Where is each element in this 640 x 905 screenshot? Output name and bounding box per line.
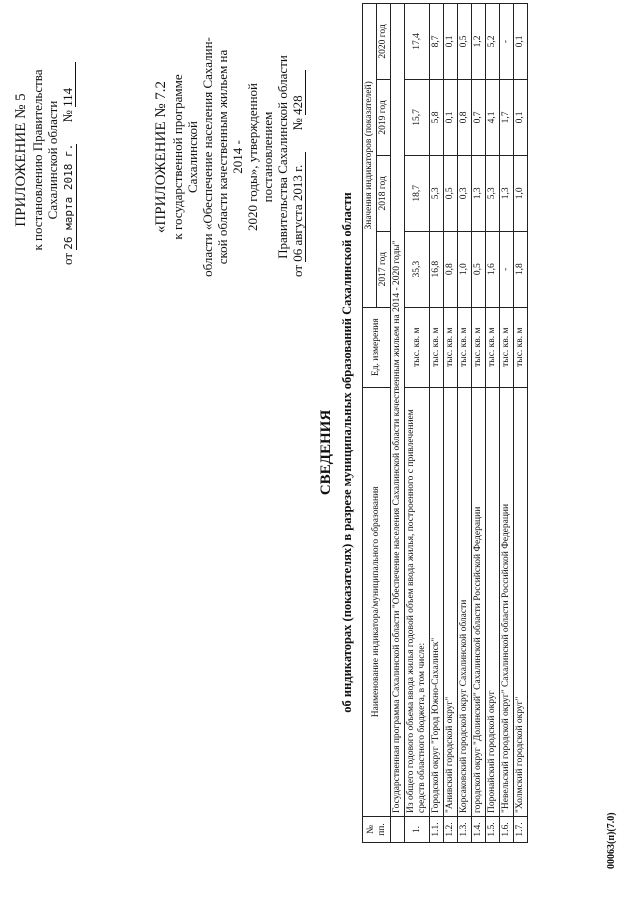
header-num: № пп. — [363, 817, 391, 843]
appendix-72-line: области «Обеспечение населения Сахалин- — [200, 37, 215, 277]
indicators-table — [362, 3, 528, 843]
row-name: городской округ "Долинский" Сахалинской области Российской Федерации — [472, 387, 486, 816]
row-num: 1.5. — [486, 817, 500, 843]
table-row — [500, 4, 514, 843]
row-value: 5,3 — [430, 155, 444, 231]
appendix-5-date: 26 марта 2018 г. — [62, 143, 75, 250]
appendix-72-title: «ПРИЛОЖЕНИЕ № 7.2 — [153, 80, 169, 234]
row-value: 5,3 — [486, 155, 500, 231]
header-year: 2020 год — [377, 4, 391, 80]
row-unit: тыс. кв. м — [405, 307, 430, 387]
row-num: 1.2. — [444, 817, 458, 843]
appendix-5-block — [12, 55, 77, 265]
row-value: 0,5 — [458, 4, 472, 80]
appendix-5-no: 114 — [60, 62, 76, 107]
row-name: Корсаковский городской округ Сахалинской области — [458, 387, 472, 816]
row-name: "Холмский городской округ" — [514, 387, 528, 816]
table-row — [405, 4, 430, 843]
row-num: 1.4. — [472, 817, 486, 843]
header-values: Значения индикаторов (показателей) — [363, 4, 377, 308]
row-name: "Анивский городской округ" — [444, 387, 458, 816]
row-value: 0,1 — [444, 79, 458, 155]
appendix-5-no-label: № — [60, 110, 75, 123]
appendix-72-block — [152, 37, 306, 277]
header-unit: Ед. измерения — [363, 307, 391, 387]
row-value: 1,6 — [486, 231, 500, 307]
appendix-5-date-row — [60, 55, 77, 265]
row-value: 1,7 — [500, 79, 514, 155]
table-row — [444, 4, 458, 843]
row-unit: тыс. кв. м — [486, 307, 500, 387]
appendix-5-line2: Сахалинской области — [45, 100, 60, 220]
header-name: Наименование индикатора/муниципального образования — [363, 387, 391, 816]
appendix-72-date-row — [290, 37, 306, 277]
table-row — [514, 4, 528, 843]
row-value: 1,0 — [514, 155, 528, 231]
row-unit: тыс. кв. м — [500, 307, 514, 387]
row-value: 0,3 — [458, 155, 472, 231]
row-value: 1,0 — [458, 231, 472, 307]
row-value: 5,2 — [486, 4, 500, 80]
row-value: 0,5 — [472, 231, 486, 307]
row-value: 0,8 — [458, 79, 472, 155]
row-num: 1.7. — [514, 817, 528, 843]
row-value: - — [500, 231, 514, 307]
row-value: 4,1 — [486, 79, 500, 155]
row-value: 8,7 — [430, 4, 444, 80]
row-value: 1,3 — [500, 155, 514, 231]
row-num: 1.1. — [430, 817, 444, 843]
program-row-text: Государственная программа Сахалинской области "Обеспечение населения Сахалинской области качественным жильем на 2014 - 2020 годы" — [391, 4, 405, 817]
row-value: - — [500, 4, 514, 80]
row-value: 1,3 — [472, 155, 486, 231]
program-row-num-cell — [391, 817, 405, 843]
row-value: 18,7 — [405, 155, 430, 231]
appendix-72-no: 428 — [290, 70, 306, 115]
row-value: 17,4 — [405, 4, 430, 80]
appendix-72-no-label: № — [290, 118, 305, 131]
row-value: 1,2 — [472, 4, 486, 80]
appendix-72-line: 2020 годы», утвержденной постановлением — [245, 83, 275, 231]
row-value: 0,1 — [514, 79, 528, 155]
appendix-5-title: ПРИЛОЖЕНИЕ № 5 — [13, 93, 29, 227]
row-name: Из общего годового объема ввода жилья годовой объем ввода жилья, построенного с привлечением средств областного бюджета, в том числе: — [405, 387, 430, 816]
row-value: 0,1 — [514, 4, 528, 80]
appendix-5-from: от — [60, 252, 75, 265]
doc-subtitle: об индикаторах (показателях) в разрезе муниципальных образований Сахалинской области — [340, 192, 354, 713]
row-name: Городской округ "Город Южно-Сахалинск" — [430, 387, 444, 816]
row-name: "Невельский городской округ" Сахалинской области Российской Федерации — [500, 387, 514, 816]
row-unit: тыс. кв. м — [444, 307, 458, 387]
row-value: 0,1 — [444, 4, 458, 80]
row-name: Поронайский городской округ — [486, 387, 500, 816]
row-value: 1,8 — [514, 231, 528, 307]
appendix-72-line: Правительства Сахалинской области — [275, 55, 290, 259]
doc-title: СВЕДЕНИЯ — [318, 409, 334, 496]
footer-code: 00063(п)(7.0) — [606, 812, 617, 869]
row-unit: тыс. кв. м — [430, 307, 444, 387]
table-row — [458, 4, 472, 843]
row-value: 0,8 — [444, 231, 458, 307]
table-row — [486, 4, 500, 843]
row-num: 1. — [405, 817, 430, 843]
appendix-72-line: к государственной программе Сахалинской — [170, 74, 200, 240]
row-value: 0,5 — [444, 155, 458, 231]
appendix-72-line: ской области качественным жильем на 2014 - — [215, 49, 245, 265]
row-value: 15,7 — [405, 79, 430, 155]
appendix-5-line1: к постановлению Правительства — [30, 69, 45, 251]
row-unit: тыс. кв. м — [458, 307, 472, 387]
appendix-72-from: от — [290, 264, 305, 277]
row-num: 1.6. — [500, 817, 514, 843]
row-value: 5,8 — [430, 79, 444, 155]
table-row — [472, 4, 486, 843]
row-value: 35,3 — [405, 231, 430, 307]
header-year: 2019 год — [377, 79, 391, 155]
row-unit: тыс. кв. м — [514, 307, 528, 387]
table-header-row — [363, 4, 377, 843]
program-row — [391, 4, 405, 843]
row-unit: тыс. кв. м — [472, 307, 486, 387]
row-value: 0,7 — [472, 79, 486, 155]
table-row — [430, 4, 444, 843]
appendix-72-date: 06 августа 2013 г. — [290, 152, 306, 262]
row-num: 1.3. — [458, 817, 472, 843]
row-value: 16,8 — [430, 231, 444, 307]
header-year: 2017 год — [377, 231, 391, 307]
header-year: 2018 год — [377, 155, 391, 231]
